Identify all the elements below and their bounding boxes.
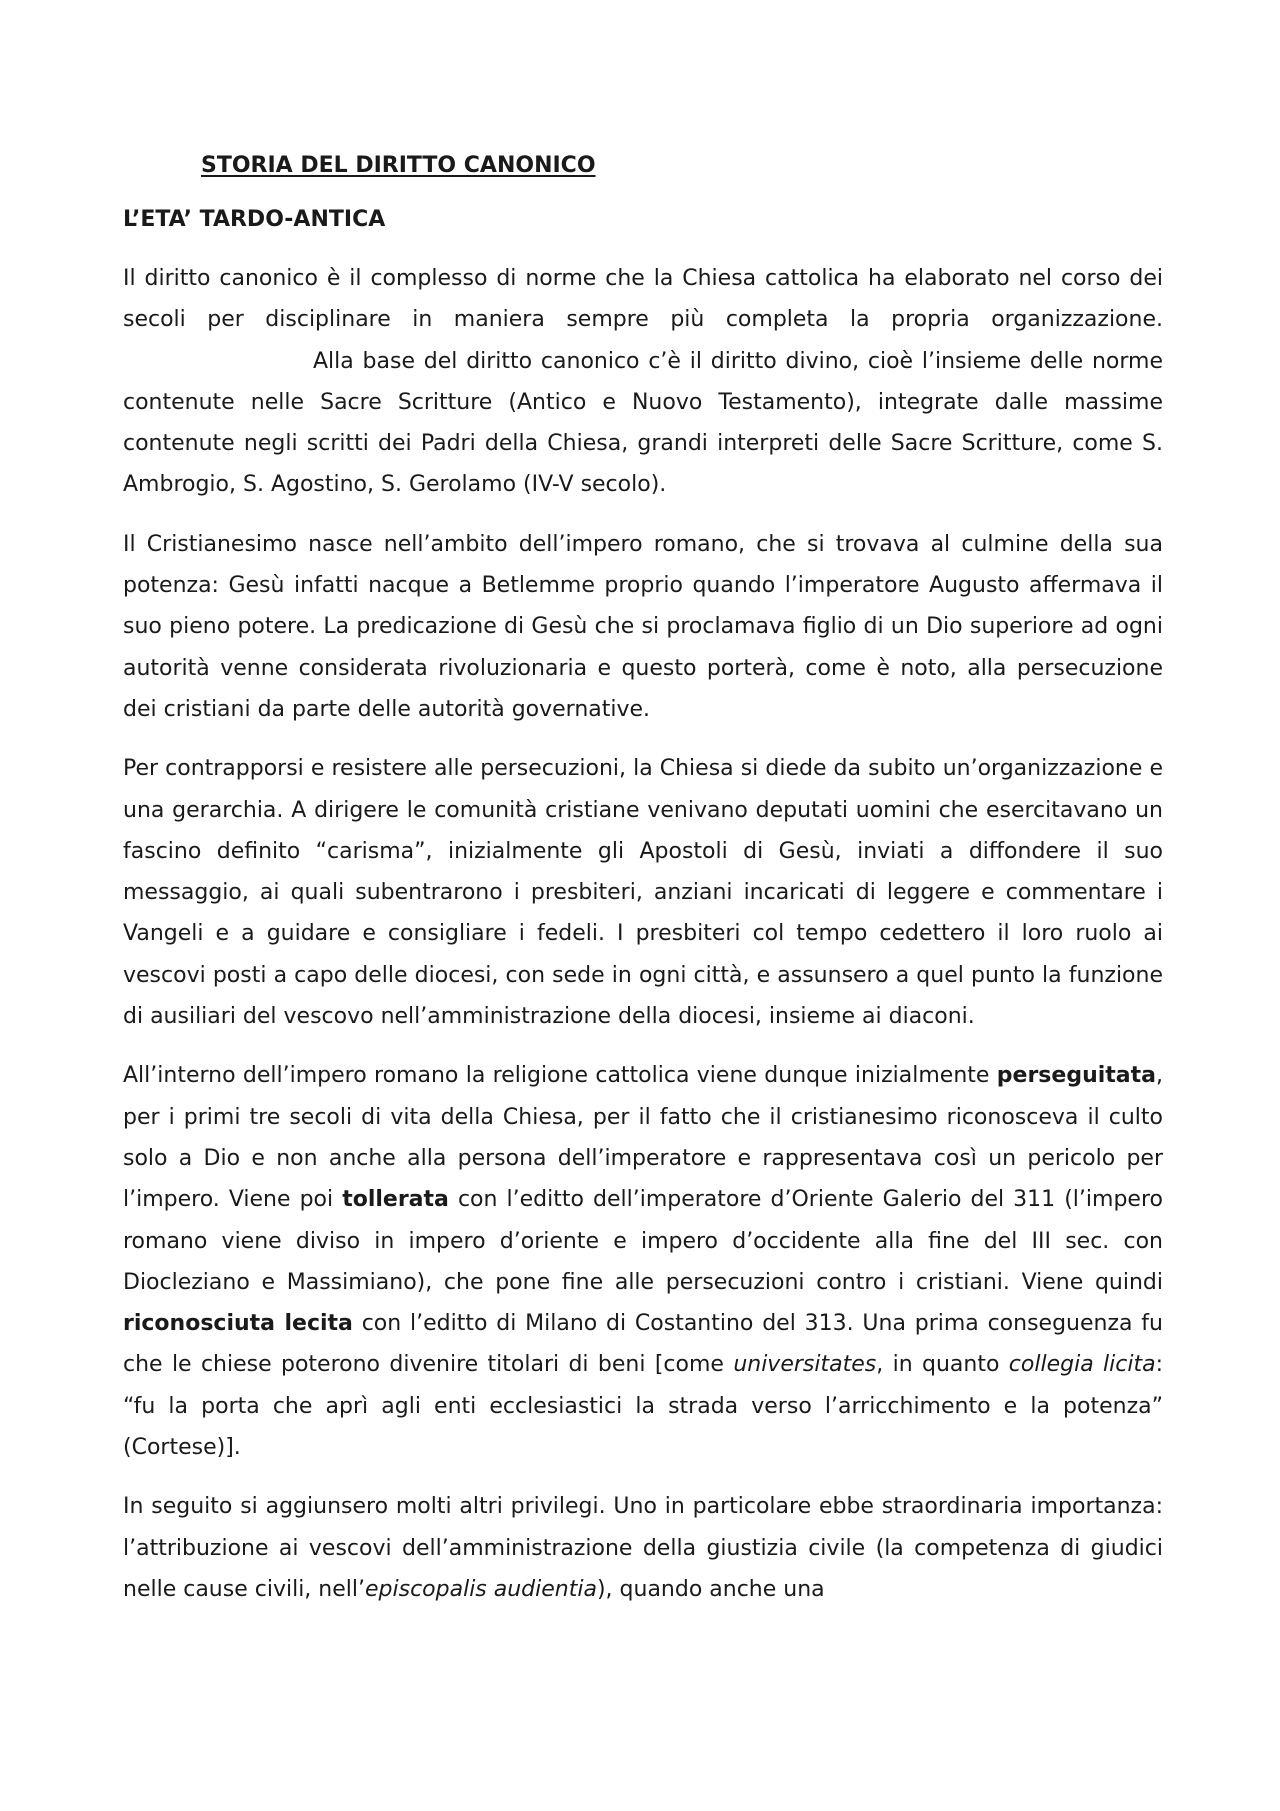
paragraph-4-text-3: con l’editto dell’imperatore d’Oriente Galerio del 311 (l’impero romano viene diviso in impero d’oriente e impero d’occidente alla fine del III sec. con Diocleziano e Massimiano), che pone fine alle persecuzioni contro i cristiani. Viene quindi (123, 1187, 1163, 1295)
paragraph-1 (123, 258, 1163, 506)
italic-episcopalis-audientia: episcopalis audientia (365, 1576, 597, 1602)
paragraph-4-text-5: , in quanto (876, 1352, 1009, 1378)
bold-riconosciuta-lecita: riconosciuta lecita (123, 1311, 353, 1337)
paragraph-3: Per contrapporsi e resistere alle persecuzioni, la Chiesa si diede da subito un’organizzazione e una gerarchia. A dirigere le comunità cristiane venivano deputati uomini che esercitavano un fascino definito “carisma”, inizialmente gli Apostoli di Gesù, inviati a diffondere il suo messaggio, ai quali subentrarono i presbiteri, anziani incaricati di leggere e commentare i Vangeli e a guidare e consigliare i fedeli. I presbiteri col tempo cedettero il loro ruolo ai vescovi posti a capo delle diocesi, con sede in ogni città, e assunsero a quel punto la funzione di ausiliari del vescovo nell’amministrazione della diocesi, insieme ai diaconi. (123, 756, 1163, 1030)
italic-universitates: universitates (733, 1352, 877, 1378)
paragraph-4-text-4: con l’editto di Milano di Costantino del 313. Una prima conseguenza fu che le chiese poterono divenire titolari di beni [come (123, 1311, 1163, 1378)
paragraph-4-text-1: All’interno dell’impero romano la religione cattolica viene dunque inizialmente (123, 1063, 997, 1089)
document-title: STORIA DEL DIRITTO CANONICO (201, 153, 596, 178)
bold-tollerata: tollerata (342, 1187, 449, 1213)
bold-perseguitata: perseguitata (996, 1063, 1156, 1089)
paragraph-1-part-a: Il diritto canonico è il complesso di norme che la Chiesa cattolica ha elaborato nel corso dei secoli per disciplinare in maniera sempre più completa la propria organizzazione. (123, 266, 1163, 333)
italic-collegia-licita: collegia licita (1008, 1352, 1156, 1378)
paragraph-2: Il Cristianesimo nasce nell’ambito dell’impero romano, che si trovava al culmine della sua potenza: Gesù infatti nacque a Betlemme proprio quando l’imperatore Augusto affermava il suo pieno potere. La predicazione di Gesù che si proclamava figlio di un Dio superiore ad ogni autorità venne considerata rivoluzionaria e questo porterà, come è noto, alla persecuzione dei cristiani da parte delle autorità governative. (123, 531, 1163, 722)
document-page (123, 150, 1163, 1610)
paragraph-5-text-2: ), quando anche una (596, 1576, 825, 1602)
paragraph-1-part-b: Alla base del diritto canonico c’è il diritto divino, cioè l’insieme delle norme contenute nelle Sacre Scritture (Antico e Nuovo Testamento), integrate dalle massime contenute negli scritti dei Padri della Chiesa, grandi interpreti delle Sacre Scritture, come S. Ambrogio, S. Agostino, S. Gerolamo (IV-V secolo). (123, 348, 1163, 498)
paragraph-4-text-2: , per i primi tre secoli di vita della Chiesa, per il fatto che il cristianesimo riconosceva il culto solo a Dio e non anche alla persona dell’imperatore e rappresentava così un pericolo per l’impero. Viene poi (123, 1063, 1163, 1213)
paragraph-4 (123, 1055, 1163, 1468)
paragraph-4-text-6: : “fu la porta che aprì agli enti ecclesiastici la strada verso l’arricchimento e la potenza” (Cortese)]. (123, 1352, 1163, 1461)
section-heading: L’ETA’ TARDO-ANTICA (123, 207, 386, 232)
paragraph-5-text-1: In seguito si aggiunsero molti altri privilegi. Uno in particolare ebbe straordinaria importanza: l’attribuzione ai vescovi dell’amministrazione della giustizia civile (la competenza di giudici nelle cause civili, nell’ (123, 1494, 1163, 1602)
paragraph-5 (123, 1486, 1163, 1610)
